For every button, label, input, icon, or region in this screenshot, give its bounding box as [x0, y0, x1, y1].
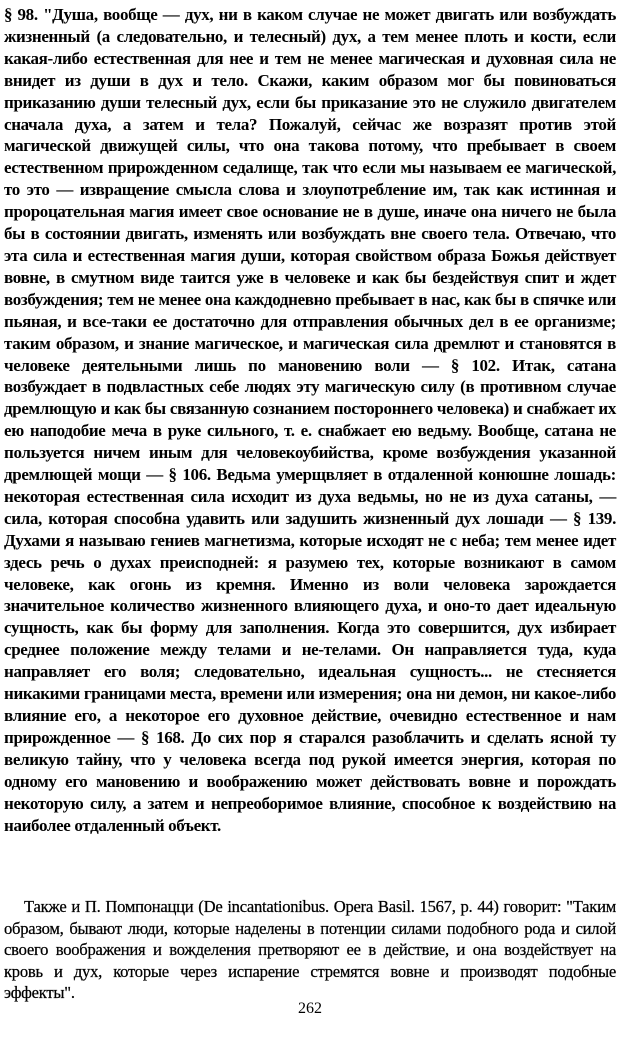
quote-paragraph: Также и П. Помпонацци (De incantationibus. Opera Basil. 1567, p. 44) говорит: "Таким образом, бывают люди, которые наделены в потенции силами подобного рода и силой своего воображения и вожделения претворяют ее в действие, и она воздействует на кровь и дух, которые через испарение стремятся вовне и производят подобные эффекты". [4, 897, 616, 1003]
page-number: 262 [298, 1000, 322, 1017]
main-paragraph: § 98. "Душа, вообще — дух, ни в каком случае не может двигать или возбуждать жизненный (а следовательно, и телесный) дух, а тем менее плоть и кости, если какая-либо естественная для нее и тем не менее магическая и духовная сила не внидет из души в дух и тело. Скажи, каким образом мог бы повиноваться приказанию души телесный дух, если бы приказание это не служило двигателем сначала духа, а затем и тела? Пожалуй, сейчас же возразят против этой магической движущей силы, что она такова потому, что пребывает в своем естественном прирожденном седалище, так что если мы называем ее магической, то это — извращение смысла слова и злоупотребление им, так как истинная и пророцательная магия имеет свое основание не в душе, иначе она ничего не была бы в состоянии двигать, изменять или возбуждать вне своего тела. Отвечаю, что эта сила и естественная магия души, которая свойством образа Божья действует вовне, в смутном виде таится уже в человеке и как бы бездействуя спит и ждет возбуждения; тем не менее она каждодневно пребывает в нас, как бы в спячке или пьяная, и все-таки ее достаточно для отправления обычных дел в ее организме; таким образом, и знание магическое, и магическая сила дремлют и становятся в человеке деятельными лишь по мановению воли — § 102. Итак, сатана возбуждает в подвластных себе людях эту магическую силу (в противном случае дремлющую и как бы связанную сознанием постороннего человека) и снабжает их ею наподобие меча в руке сильного, т. е. снабжает ею ведьму. Вообще, сатана не пользуется ничем иным для человекоубийства, кроме возбуждения указанной дремлющей мощи — § 106. Ведьма умерщвляет в отдаленной конюшне лошадь: некоторая естественная сила исходит из духа ведьмы, но не из духа сатаны, — сила, которая способна удавить или задушить жизненный дух лошади — § 139. Духами я называю гениев магнетизма, которые исходят не с неба; тем менее идет здесь речь о духах преисподней: я разумею тех, которые возникают в самом человеке, как огонь из кремня. Именно из воли человека зарождается значительное количество жизненного влияющего духа, и оно-то дает идеальную сущность, как бы форму для заполнения. Когда это совершится, дух избирает среднее положение между телами и не-телами. Он направляется туда, куда направляет его воля; следовательно, идеальная сущность... не стесняется никакими границами места, времени или измерения; она ни демон, ни какое-либо влияние его, а некоторое его духовное действие, очевидно естественное и нам прирожденное — § 168. До сих пор я старался разоблачить и сделать ясной ту великую тайну, что у человека всегда под рукой имеется энергия, которая по одному его мановению и воображению может действовать вовне и порождать некоторую силу, а затем и непреоборимое влияние, способное к воздействию на наиболее отдаленный объект. [4, 5, 616, 835]
